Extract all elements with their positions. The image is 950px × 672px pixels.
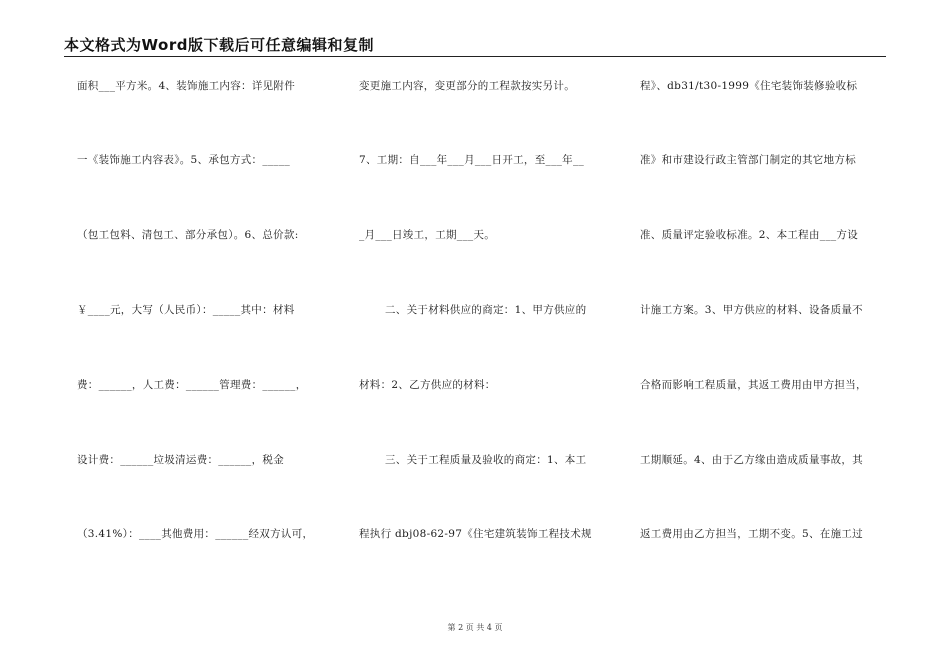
- text-line: 变更施工内容，变更部分的工程款按实另计。: [359, 80, 575, 92]
- text-line: （包工包料、清包工、部分承包）。6、总价款:: [77, 229, 299, 241]
- text-line: 返工费用由乙方担当，工期不变。5、在施工过: [640, 528, 863, 540]
- text-line: 三、关于工程质量及验收的商定：1、本工: [385, 454, 587, 466]
- text-line: 程执行 dbj08-62-97《住宅建筑装饰工程技术规: [359, 528, 592, 540]
- text-line: 费：______，人工费：______管理费：______，: [77, 379, 307, 391]
- header-title: 本文格式为Word版下载后可任意编辑和复制: [64, 36, 374, 54]
- text-line: 程》、db31/t30-1999《住宅装饰装修验收标: [640, 80, 858, 92]
- text-line: 工期顺延。4、由于乙方缘由造成质量事故，其: [640, 454, 863, 466]
- text-line: 二、关于材料供应的商定：1、甲方供应的: [385, 304, 587, 316]
- page-number: 第 2 页 共 4 页: [447, 623, 503, 632]
- text-line: 计施工方案。3、甲方供应的材料、设备质量不: [640, 304, 863, 316]
- text-line: 一《装饰施工内容表》。5、承包方式：_____: [77, 154, 291, 166]
- text-line: 准、质量评定验收标准。2、本工程由___方设: [640, 229, 859, 241]
- text-line: 设计费：______垃圾清运费：______，税金: [77, 454, 284, 466]
- text-line: 合格而影响工程质量，其返工费用由甲方担当，: [640, 379, 867, 391]
- text-line: 面积___平方米。4、装饰施工内容：详见附件: [77, 80, 296, 92]
- text-line: 材料：2、乙方供应的材料：: [359, 379, 496, 391]
- page-header: [64, 30, 886, 57]
- text-line: ￥____元，大写（人民币）：_____其中：材料: [77, 304, 295, 316]
- text-line: 准》和市建设行政主管部门制定的其它地方标: [640, 154, 856, 166]
- text-line: _月___日竣工，工期___天。: [359, 229, 496, 241]
- text-line: 7、工期：自___年___月___日开工，至___年__: [359, 154, 585, 166]
- text-line: （3.41%）：____其他费用：______经双方认可，: [77, 528, 314, 540]
